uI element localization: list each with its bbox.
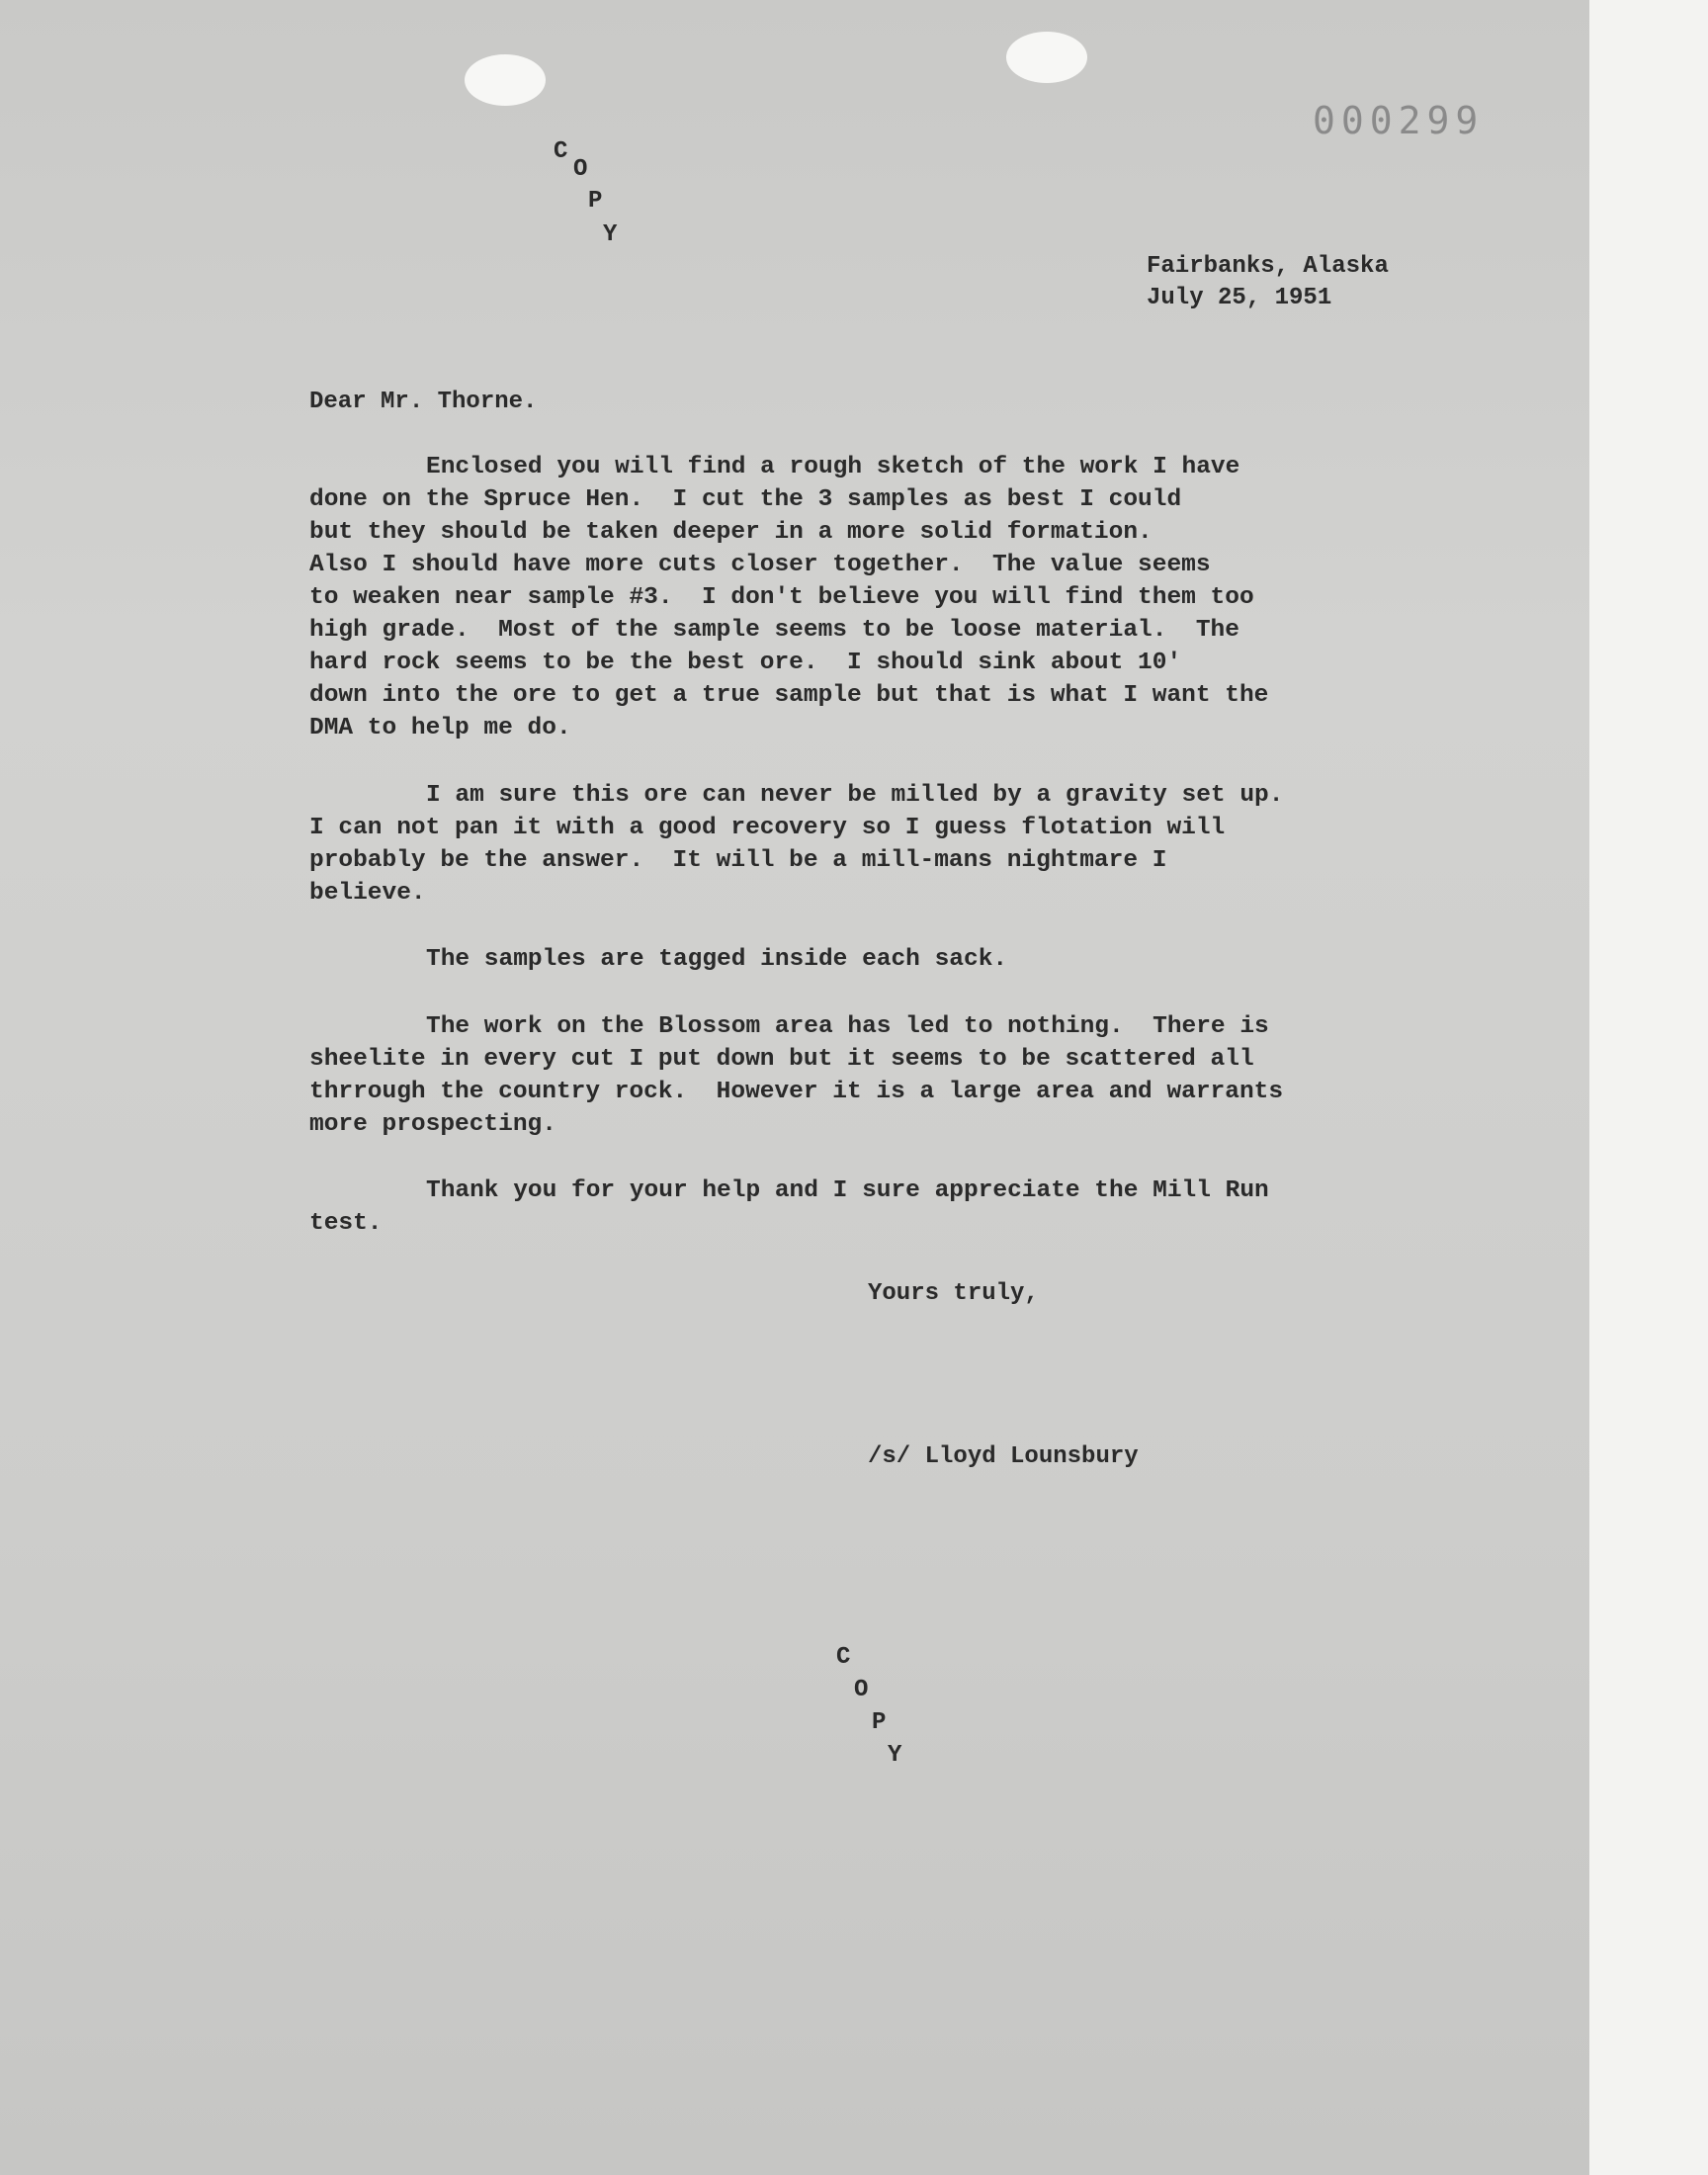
paragraph-4-line: more prospecting. [309, 1111, 556, 1138]
paragraph-1-line: but they should be taken deeper in a more solid formation. [309, 519, 1153, 546]
copy-mark-bottom-p: P [872, 1709, 887, 1736]
paragraph-2-line: I am sure this ore can never be milled by a gravity set up. [426, 782, 1284, 809]
paragraph-1-line: Enclosed you will find a rough sketch of the work I have [426, 454, 1240, 480]
scan-margin [1589, 0, 1708, 2175]
paragraph-2-line: probably be the answer. It will be a mill-mans nightmare I [309, 847, 1167, 874]
closing: Yours truly, [868, 1280, 1039, 1307]
paragraph-1-line: down into the ore to get a true sample but that is what I want the [309, 682, 1269, 709]
paragraph-4-line: sheelite in every cut I put down but it seems to be scattered all [309, 1046, 1254, 1073]
signature: /s/ Lloyd Lounsbury [868, 1443, 1139, 1470]
paragraph-5-line: Thank you for your help and I sure appreciate the Mill Run [426, 1177, 1269, 1204]
paragraph-1-line: DMA to help me do. [309, 715, 571, 741]
letter-place: Fairbanks, Alaska [1147, 253, 1389, 280]
copy-mark-top-p: P [588, 188, 603, 215]
paragraph-4-line: The work on the Blossom area has led to nothing. There is [426, 1013, 1269, 1040]
copy-mark-top-y: Y [603, 221, 618, 248]
paragraph-4-line: thrrough the country rock. However it is a large area and warrants [309, 1079, 1284, 1105]
document-stamp-number: 000299 [1313, 99, 1485, 142]
paragraph-2-line: believe. [309, 880, 426, 907]
paragraph-1-line: done on the Spruce Hen. I cut the 3 samples as best I could [309, 486, 1182, 513]
paragraph-3-line: The samples are tagged inside each sack. [426, 946, 1008, 973]
paragraph-2-line: I can not pan it with a good recovery so I guess flotation will [309, 815, 1226, 841]
copy-mark-top-c: C [554, 138, 568, 165]
punch-hole-right [1006, 32, 1087, 83]
paragraph-5-line: test. [309, 1210, 383, 1237]
copy-mark-top-o: O [573, 156, 588, 183]
paragraph-1-line: to weaken near sample #3. I don't believe you will find them too [309, 584, 1254, 611]
copy-mark-bottom-y: Y [888, 1742, 902, 1769]
paragraph-1-line: Also I should have more cuts closer together. The value seems [309, 552, 1211, 578]
punch-hole-left [465, 54, 546, 106]
copy-mark-bottom-o: O [854, 1677, 869, 1703]
copy-mark-bottom-c: C [836, 1644, 851, 1671]
paragraph-1-line: high grade. Most of the sample seems to be loose material. The [309, 617, 1239, 644]
paragraph-1-line: hard rock seems to be the best ore. I should sink about 10' [309, 650, 1182, 676]
letter-date: July 25, 1951 [1147, 285, 1332, 311]
salutation: Dear Mr. Thorne. [309, 389, 538, 415]
